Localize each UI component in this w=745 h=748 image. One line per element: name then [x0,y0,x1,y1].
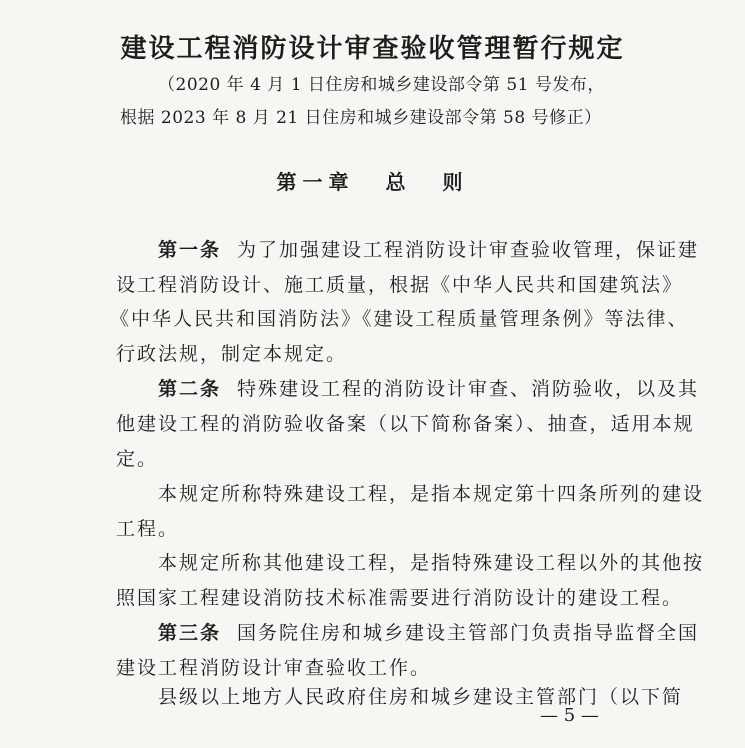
article-2-line-2: 他建设工程的消防验收备案（以下简称备案）、抽查，适用本规 [116,413,695,435]
article-3-label: 第三条 [158,622,222,644]
article-1-line-4: 行政法规，制定本规定。 [116,343,348,365]
other-definition-line-2: 照国家工程建设消防技术标准需要进行消防设计的建设工程。 [116,587,684,609]
article-1-line-1 [158,235,699,262]
article-2-line-3: 定。 [116,448,159,470]
article-3-text-1: 国务院住房和城乡建设主管部门负责指导监督全国 [237,622,700,644]
county-paragraph-line-1: 县级以上地方人民政府住房和城乡建设主管部门（以下简 [158,686,684,708]
article-2-text-1: 特殊建设工程的消防设计审查、消防验收，以及其 [237,378,700,400]
subtitle-line-2: 根据 2023 年 8 月 21 日住房和城乡建设部令第 58 号修正） [120,108,602,128]
article-1-line-3: 《中华人民共和国消防法》《建设工程质量管理条例》等法律、 [110,308,689,330]
special-definition-line-1: 本规定所称特殊建设工程，是指本规定第十四条所列的建设 [158,483,705,505]
article-1-text-1: 为了加强建设工程消防设计审查验收管理，保证建 [237,239,700,261]
document-title: 建设工程消防设计审查验收管理暂行规定 [120,34,625,64]
page-number: — 5 — [540,705,599,726]
other-definition-line-1: 本规定所称其他建设工程，是指特殊建设工程以外的其他按 [158,552,705,574]
article-1-label: 第一条 [158,239,222,261]
article-3-line-2: 建设工程消防设计审查验收工作。 [116,657,432,679]
article-2-label: 第二条 [158,378,222,400]
article-3-line-1 [158,618,699,645]
chapter-heading: 第一章 总 则 [276,170,469,194]
subtitle-line-1: （2020 年 4 月 1 日住房和城乡建设部令第 51 号发布， [158,75,605,95]
article-1-line-2: 设工程消防设计、施工质量，根据《中华人民共和国建筑法》 [116,274,684,296]
article-2-line-1 [158,374,699,401]
special-definition-line-2: 工程。 [116,518,180,540]
